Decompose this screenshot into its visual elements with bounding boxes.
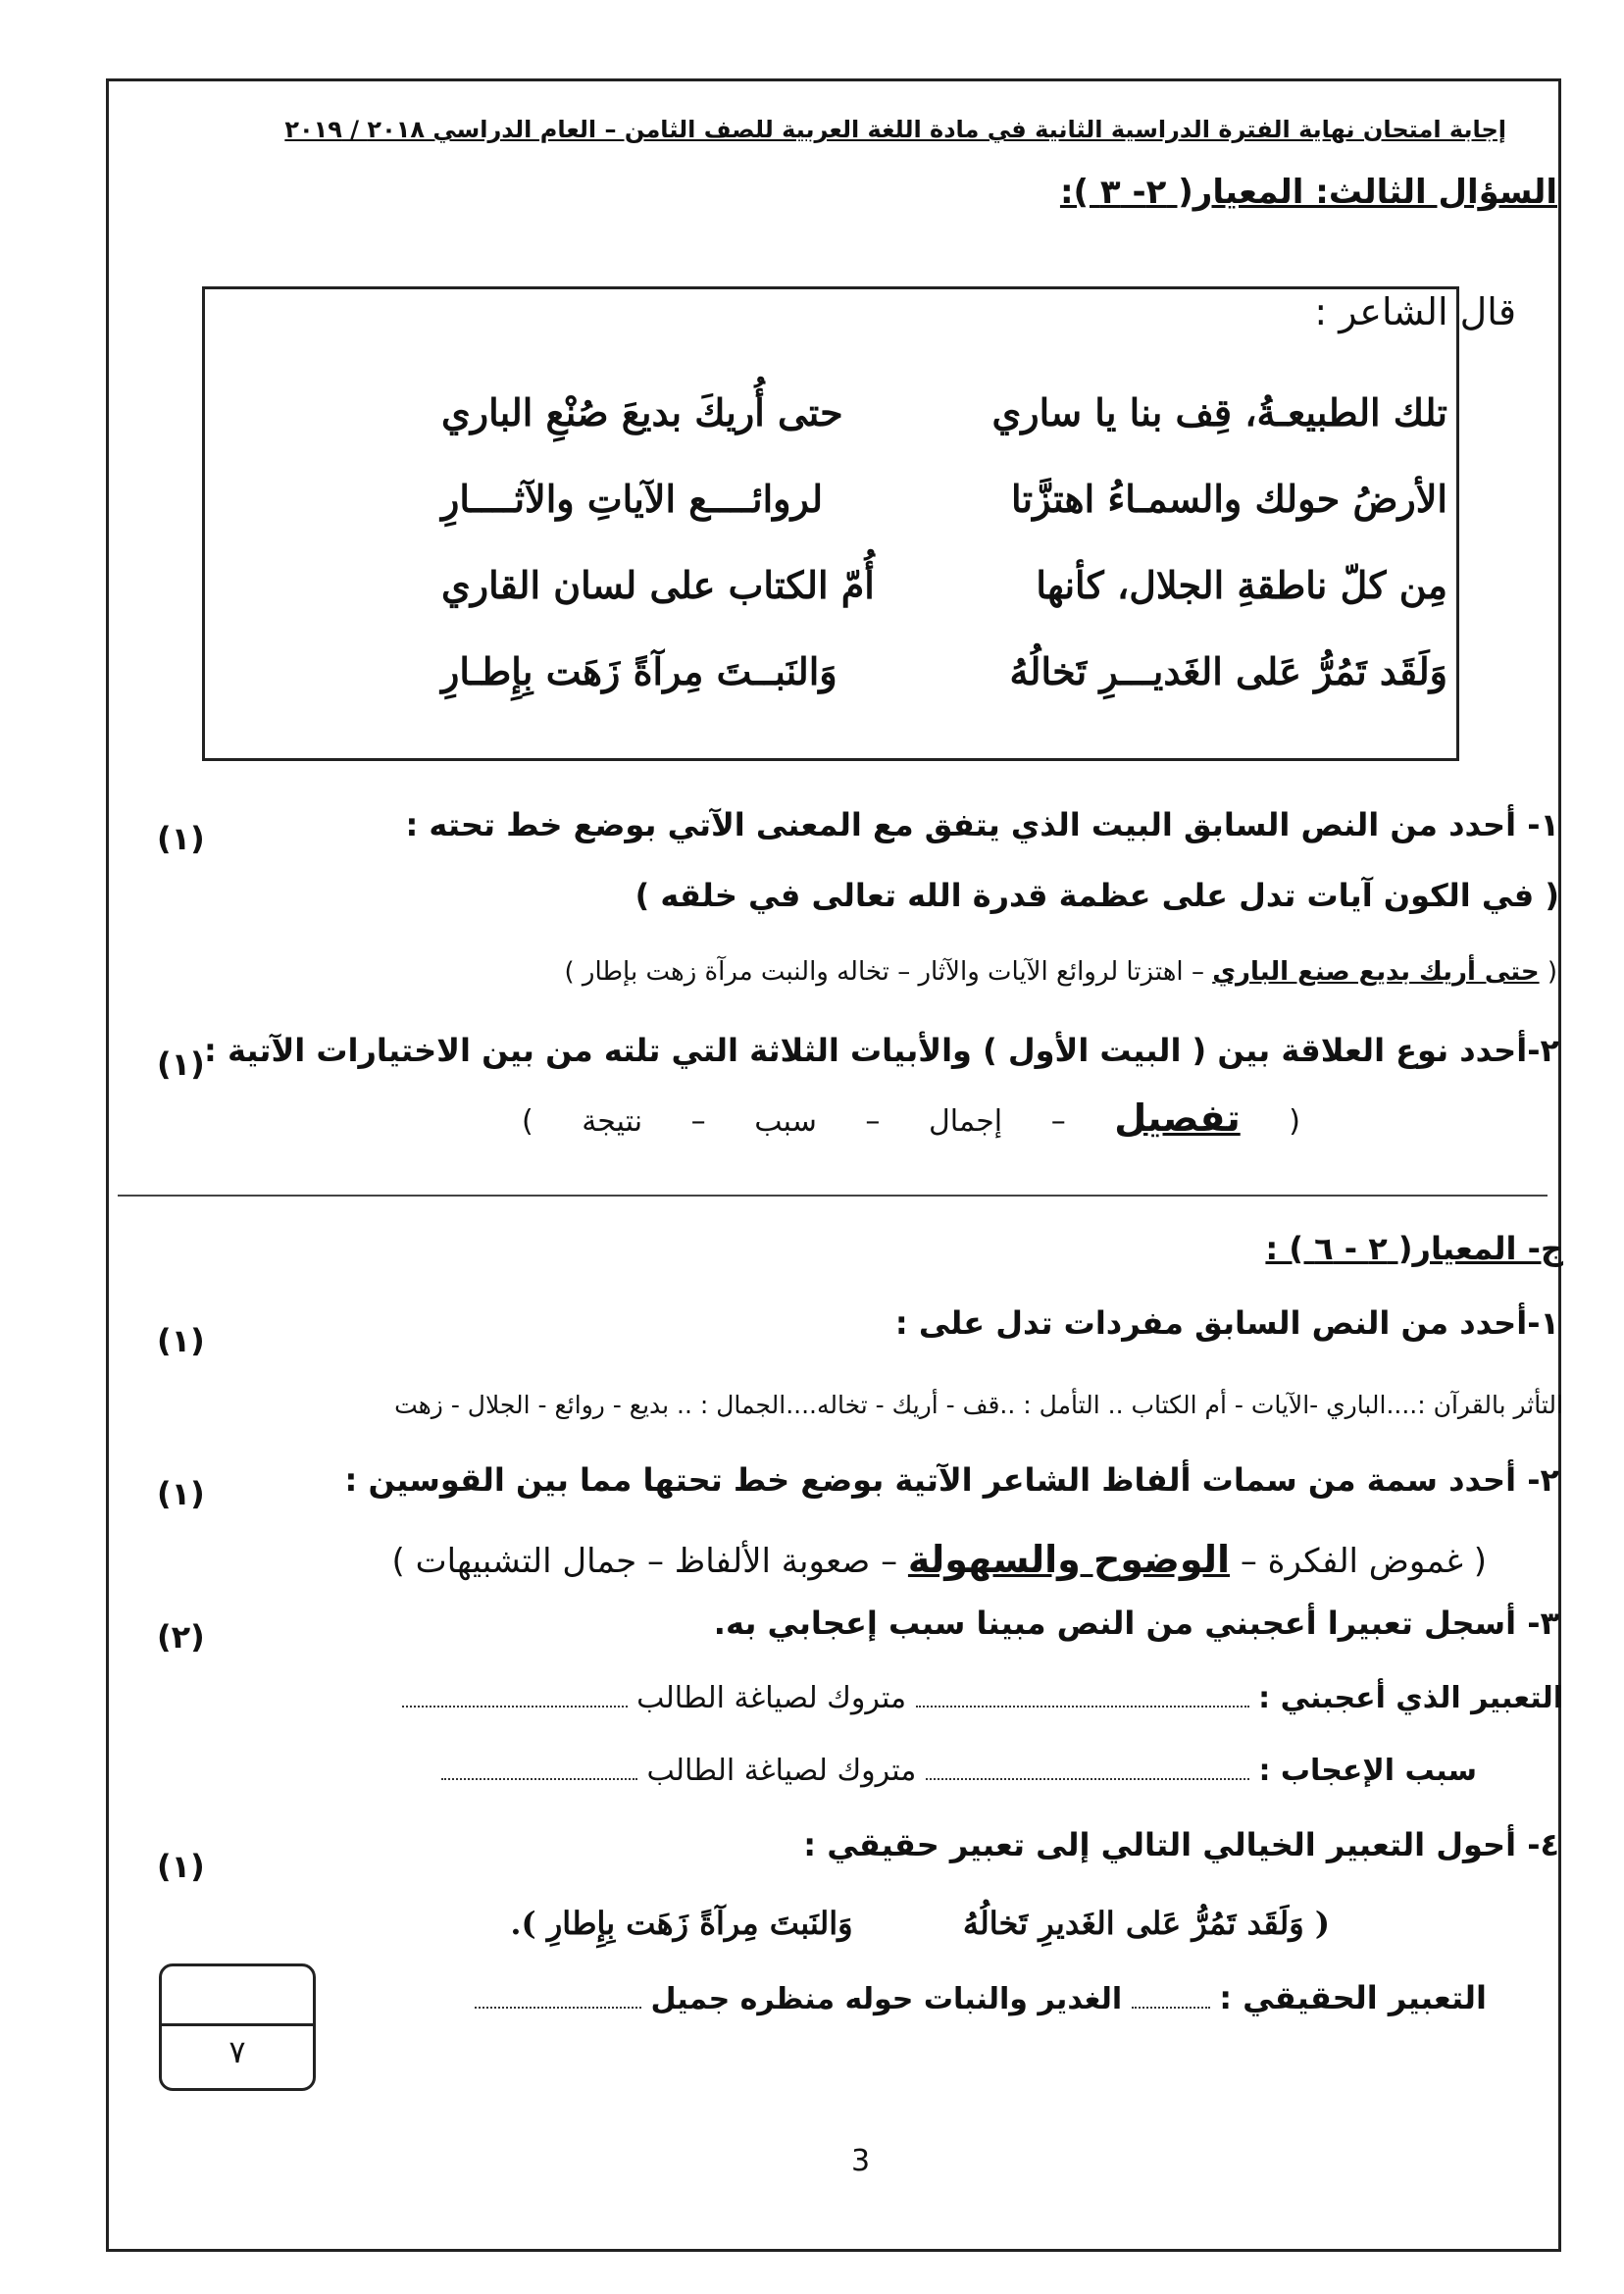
option-separator: – xyxy=(1050,1104,1066,1139)
option: إجمال xyxy=(928,1104,1003,1139)
paren-close: ) xyxy=(391,1542,405,1581)
verse-2-first-half: الأرضُ حولك والسمـاءُ اهتزَّتا xyxy=(1010,477,1447,521)
dotted-line xyxy=(926,1778,1249,1780)
option-separator: – xyxy=(690,1104,706,1139)
option-correct: تفصيل xyxy=(1114,1096,1241,1140)
option-correct: الوضوح والسهولة xyxy=(907,1538,1231,1581)
dotted-line xyxy=(441,1778,637,1780)
paren-open: ( xyxy=(1547,957,1557,987)
option-separator: – xyxy=(897,957,911,987)
option-separator: – xyxy=(881,1542,898,1581)
paren-open: ( xyxy=(1473,1542,1487,1581)
question-mark-score: (٢) xyxy=(157,1618,205,1656)
poet-intro: قال الشاعر : xyxy=(1314,290,1516,333)
dotted-line xyxy=(1132,2007,1210,2009)
verse-2-second-half: لروائــــع الآياتِ والآثــــارِ xyxy=(441,477,824,521)
answer-line-literal xyxy=(475,1979,1487,2016)
answer-text: متروك لصياغة الطالب xyxy=(636,1681,907,1715)
option: نتيجة xyxy=(582,1104,643,1139)
question-2-4: ٤- أحول التعبير الخيالي التالي إلى تعبير حقيقي : xyxy=(803,1826,1559,1863)
option-separator: – xyxy=(1191,957,1204,987)
question-1-2: ٢-أحدد نوع العلاقة بين ( البيت الأول ) والأبيات الثلاثة التي تلته من بين الاختيارات الآتية : xyxy=(204,1032,1559,1069)
option-separator: – xyxy=(865,1104,881,1139)
answer-text: متروك لصياغة الطالب xyxy=(646,1754,917,1788)
option-separator: – xyxy=(1240,1542,1257,1581)
option-correct: حتى أريك بديع صنع الباري xyxy=(1212,957,1540,987)
dotted-line xyxy=(475,2007,641,2009)
quote-second-half: وَالنَبتَ مِرآةً زَهَت بِإِطارِ ). xyxy=(510,1905,853,1942)
option-separator: – xyxy=(646,1542,664,1581)
answer-label: التعبير الذي أعجبني : xyxy=(1258,1681,1563,1715)
question-mark-score: (١) xyxy=(157,1045,205,1083)
verse-1-first-half: تلك الطبيعـةُ، قِف بنا يا ساري xyxy=(991,390,1447,434)
answer-text: الغدير والنبات حوله منظره جميل xyxy=(650,1982,1123,2016)
option: اهتزتا لروائع الآيات والآثار xyxy=(918,957,1184,987)
question-2-2: ٢- أحدد سمة من سمات ألفاظ الشاعر الآتية بوضع خط تحتها مما بين القوسين : xyxy=(344,1461,1559,1499)
relation-options xyxy=(522,1096,1300,1140)
score-box-divider xyxy=(162,2023,313,2026)
question-mark-score: (١) xyxy=(157,1848,205,1885)
question-mark-score: (١) xyxy=(157,1322,205,1359)
section-title: السؤال الثالث: المعيار( ٢- ٣ ): xyxy=(1059,173,1557,212)
paren-close: ) xyxy=(521,1104,533,1139)
option: جمال التشبيهات xyxy=(415,1542,637,1581)
question-1-1: ١- أحدد من النص السابق البيت الذي يتفق مع المعنى الآتي بوضع خط تحته : xyxy=(405,806,1559,843)
dotted-line xyxy=(916,1706,1249,1708)
question-2-3: ٣- أسجل تعبيرا أعجبني من النص مبينا سبب إعجابي به. xyxy=(713,1605,1559,1642)
section-divider xyxy=(118,1195,1548,1197)
score-value: ٧ xyxy=(228,2033,246,2070)
question-2-1: ١-أحدد من النص السابق مفردات تدل على : xyxy=(894,1304,1559,1342)
answer-label: سبب الإعجاب : xyxy=(1258,1754,1477,1788)
question-mark-score: (١) xyxy=(157,820,205,857)
option: تخاله والنبت مرآة زهت بإطار xyxy=(582,957,889,987)
page-number: 3 xyxy=(851,2144,871,2178)
verse-4-first-half: وَلَقَد تَمُرُّ عَلى الغَديـــرِ تَخالُهُ xyxy=(1009,649,1447,693)
answer-2-1: التأثر بالقرآن :....الباري -الآيات - أم الكتاب .. التأمل : ..قف - أريك - تخاله....الجمال : .. بديع - روائع - الجلال - زهت xyxy=(394,1391,1563,1419)
exam-header: إجابة امتحان نهاية الفترة الدراسية الثانية في مادة اللغة العربية للصف الثامن – العام الدراسي ٢٠١٨ / ٢٠١٩ xyxy=(284,116,1506,143)
verse-1-second-half: حتى أُريكَ بديعَ صُنْعِ الباري xyxy=(441,390,843,434)
question-mark-score: (١) xyxy=(157,1475,205,1512)
answer-line-expression xyxy=(402,1681,1563,1715)
options-line xyxy=(564,957,1557,987)
answer-label: التعبير الحقيقي : xyxy=(1219,1979,1487,2016)
verse-4-second-half: وَالنَبــتَ مِرآةً زَهَت بِإِطـارِ xyxy=(441,649,837,693)
verse-3-second-half: أُمّ الكتاب على لسان القاري xyxy=(441,563,875,607)
section-2-title: ج- المعيار( ٢ - ٦ ) : xyxy=(1265,1230,1563,1267)
quote-first-half: ( وَلَقَد تَمُرُّ عَلى الغَديرِ تَخالُهُ xyxy=(962,1905,1330,1942)
paren-open: ( xyxy=(1289,1104,1300,1139)
dotted-line xyxy=(402,1706,628,1708)
option: غموض الفكرة xyxy=(1267,1542,1463,1581)
style-options xyxy=(392,1538,1487,1581)
option: صعوبة الألفاظ xyxy=(674,1542,871,1581)
meaning-statement: ( في الكون آيات تدل على عظمة قدرة الله تعالى في خلقه ) xyxy=(634,877,1559,914)
score-box xyxy=(159,1963,316,2091)
figurative-quote xyxy=(510,1905,1330,1942)
verse-3-first-half: مِن كلّ ناطقةِ الجلال، كأنها xyxy=(1036,563,1447,607)
answer-line-reason xyxy=(441,1754,1477,1788)
option: سبب xyxy=(754,1104,817,1139)
paren-close: ) xyxy=(564,957,575,987)
